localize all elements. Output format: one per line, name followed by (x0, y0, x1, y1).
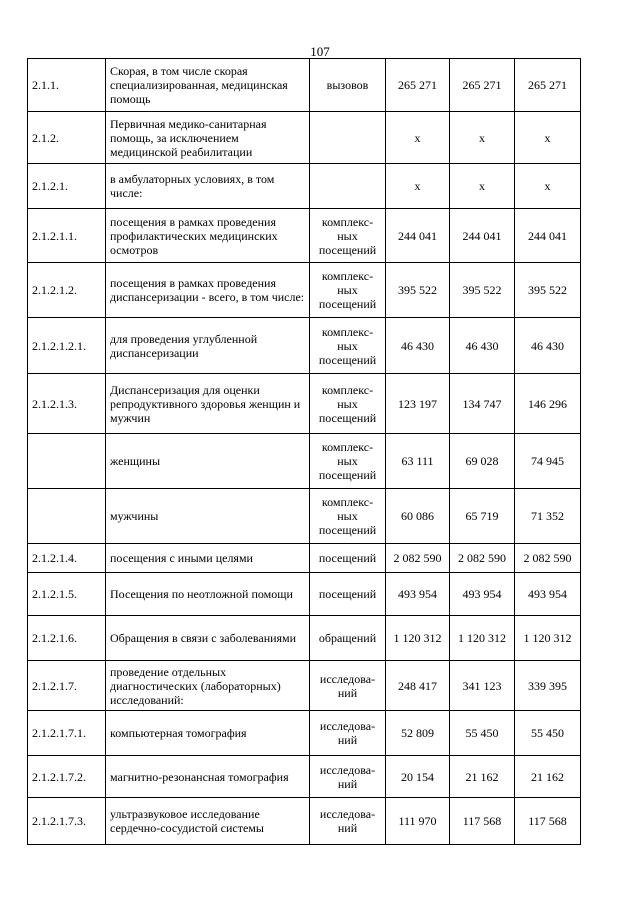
unit-line: исследова- (319, 671, 376, 686)
row-value-1: 2 082 590 (386, 544, 450, 573)
unit-line: комплекс- (321, 324, 374, 339)
table-row (28, 756, 581, 798)
row-value-1: 493 954 (386, 573, 450, 616)
row-code (28, 434, 106, 489)
row-value-1: 52 809 (386, 711, 450, 756)
table-row (28, 164, 581, 209)
row-name: магнитно-резонансная томография (106, 756, 310, 798)
row-name: посещения в рамках проведения профилактических медицинских осмотров (106, 209, 310, 263)
unit-line: посещений (318, 352, 377, 367)
row-value-3: 339 395 (515, 661, 581, 711)
row-value-1: x (386, 164, 450, 209)
row-code: 2.1.2.1.7. (28, 661, 106, 711)
row-unit (310, 209, 386, 263)
row-value-3: 71 352 (515, 489, 581, 544)
row-unit (310, 59, 386, 112)
row-code: 2.1.2.1.3. (28, 374, 106, 434)
row-value-1: 123 197 (386, 374, 450, 434)
unit-line: комплекс- (321, 440, 374, 454)
table-row (28, 374, 581, 434)
row-name: Скорая, в том числе скорая специализированная, медицинская помощь (106, 59, 310, 112)
row-name: Первичная медико-санитарная помощь, за исключением медицинской реабилитации (106, 112, 310, 164)
row-unit (310, 798, 386, 845)
unit-line: комплекс- (321, 214, 374, 229)
unit-line: ний (337, 733, 358, 747)
row-code: 2.1.2.1.1. (28, 209, 106, 263)
unit-line: ных (337, 338, 358, 353)
row-code: 2.1.2.1.7.3. (28, 798, 106, 845)
row-name: Обращения в связи с заболеваниями (106, 616, 310, 661)
row-value-2: 244 041 (450, 209, 515, 263)
row-value-3: 2 082 590 (515, 544, 581, 573)
row-name: посещения в рамках проведения диспансеризации - всего, в том числе: (106, 263, 310, 318)
unit-line: посещений (318, 410, 377, 425)
unit-line: вызовов (326, 78, 369, 92)
row-name: в амбулаторных условиях, в том числе: (106, 164, 310, 209)
unit-line: исследова- (319, 719, 376, 733)
row-value-3: 55 450 (515, 711, 581, 756)
row-value-2: 341 123 (450, 661, 515, 711)
unit-line: посещений (318, 523, 377, 537)
row-value-1: x (386, 112, 450, 164)
row-value-1: 265 271 (386, 59, 450, 112)
row-value-1: 63 111 (386, 434, 450, 489)
row-unit (310, 112, 386, 164)
table-row (28, 318, 581, 374)
row-value-3: 74 945 (515, 434, 581, 489)
table-row (28, 544, 581, 573)
row-value-2: 69 028 (450, 434, 515, 489)
row-name: компьютерная томография (106, 711, 310, 756)
row-code: 2.1.2.1.7.1. (28, 711, 106, 756)
row-value-2: 55 450 (450, 711, 515, 756)
row-code: 2.1.2.1.2.1. (28, 318, 106, 374)
unit-line: посещений (318, 587, 377, 601)
table-row (28, 711, 581, 756)
table-row (28, 616, 581, 661)
unit-line: посещений (318, 242, 377, 257)
row-value-3: 493 954 (515, 573, 581, 616)
unit-line: ных (337, 454, 358, 468)
row-code: 2.1.2.1.4. (28, 544, 106, 573)
row-code: 2.1.2.1. (28, 164, 106, 209)
row-value-3: 244 041 (515, 209, 581, 263)
unit-line: ний (337, 776, 358, 791)
row-value-2: 2 082 590 (450, 544, 515, 573)
row-value-1: 20 154 (386, 756, 450, 798)
row-value-3: 395 522 (515, 263, 581, 318)
row-value-3: 21 162 (515, 756, 581, 798)
table-row (28, 661, 581, 711)
row-value-1: 60 086 (386, 489, 450, 544)
row-value-3: 117 568 (515, 798, 581, 845)
row-value-3: 146 296 (515, 374, 581, 434)
unit-line: исследова- (319, 762, 376, 777)
table-row (28, 434, 581, 489)
row-unit (310, 489, 386, 544)
row-value-2: x (450, 164, 515, 209)
row-unit (310, 711, 386, 756)
row-value-3: x (515, 112, 581, 164)
row-value-3: 1 120 312 (515, 616, 581, 661)
row-name: проведение отдельных диагностических (лабораторных) исследований: (106, 661, 310, 711)
unit-line: ний (337, 821, 358, 835)
row-unit (310, 263, 386, 318)
row-unit (310, 573, 386, 616)
row-value-2: 46 430 (450, 318, 515, 374)
row-unit (310, 374, 386, 434)
page-number: 107 (310, 44, 330, 59)
row-unit (310, 164, 386, 209)
table-row (28, 798, 581, 845)
unit-line: ний (337, 685, 358, 700)
unit-line: посещений (318, 468, 377, 482)
row-code (28, 489, 106, 544)
row-value-2: 134 747 (450, 374, 515, 434)
unit-line: ных (337, 228, 358, 243)
table-row (28, 573, 581, 616)
unit-line: комплекс- (321, 495, 374, 509)
row-value-1: 248 417 (386, 661, 450, 711)
row-unit (310, 544, 386, 573)
unit-line: исследова- (319, 807, 376, 821)
row-code: 2.1.2.1.6. (28, 616, 106, 661)
unit-line: ных (337, 509, 358, 523)
row-value-2: 117 568 (450, 798, 515, 845)
row-code: 2.1.2.1.5. (28, 573, 106, 616)
unit-line: обращений (318, 631, 377, 645)
row-value-3: 46 430 (515, 318, 581, 374)
row-value-2: 21 162 (450, 756, 515, 798)
row-value-2: 65 719 (450, 489, 515, 544)
unit-line: комплекс- (321, 382, 374, 397)
row-name: для проведения углубленной диспансеризации (106, 318, 310, 374)
row-value-1: 111 970 (386, 798, 450, 845)
row-code: 2.1.2. (28, 112, 106, 164)
row-unit (310, 318, 386, 374)
row-code: 2.1.2.1.7.2. (28, 756, 106, 798)
table-row (28, 489, 581, 544)
row-value-2: 493 954 (450, 573, 515, 616)
row-name: Посещения по неотложной помощи (106, 573, 310, 616)
row-code: 2.1.2.1.2. (28, 263, 106, 318)
row-name: посещения с иными целями (106, 544, 310, 573)
row-value-1: 244 041 (386, 209, 450, 263)
unit-line: посещений (318, 297, 377, 311)
row-value-2: 395 522 (450, 263, 515, 318)
row-value-1: 1 120 312 (386, 616, 450, 661)
row-code: 2.1.1. (28, 59, 106, 112)
row-name: ультразвуковое исследование сердечно-сосудистой системы (106, 798, 310, 845)
row-value-2: 265 271 (450, 59, 515, 112)
row-name: женщины (106, 434, 310, 489)
unit-line: ных (337, 396, 358, 411)
unit-line: ных (337, 283, 358, 297)
unit-line: комплекс- (321, 269, 374, 283)
unit-line: посещений (318, 551, 377, 565)
row-value-3: x (515, 164, 581, 209)
table-row (28, 59, 581, 112)
row-value-2: x (450, 112, 515, 164)
row-value-3: 265 271 (515, 59, 581, 112)
data-table (27, 58, 581, 845)
row-value-1: 46 430 (386, 318, 450, 374)
row-unit (310, 616, 386, 661)
row-name: мужчины (106, 489, 310, 544)
row-unit (310, 756, 386, 798)
table-row (28, 209, 581, 263)
row-value-2: 1 120 312 (450, 616, 515, 661)
table-row (28, 263, 581, 318)
row-name: Диспансеризация для оценки репродуктивного здоровья женщин и мужчин (106, 374, 310, 434)
row-unit (310, 434, 386, 489)
table-row (28, 112, 581, 164)
row-value-1: 395 522 (386, 263, 450, 318)
row-unit (310, 661, 386, 711)
